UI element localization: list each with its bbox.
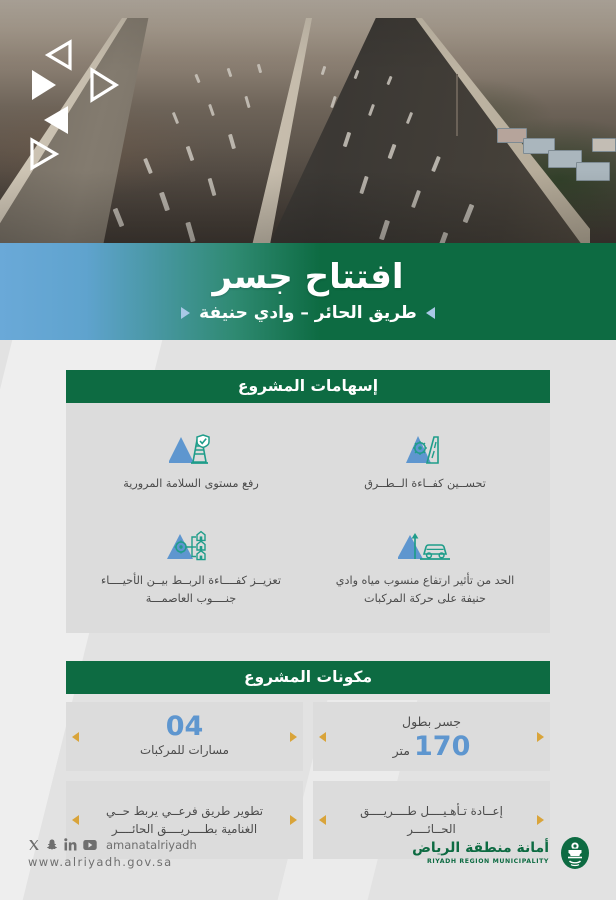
component-card-lanes	[66, 702, 303, 771]
marker-arrow-left-icon	[319, 732, 326, 742]
marker-arrow-right-icon	[290, 732, 297, 742]
card-unit: متر	[392, 743, 410, 759]
icon-container	[398, 520, 452, 564]
contribution-item-connectivity	[74, 514, 308, 617]
card-text: إعــادة تـأهـيــــل طــــريــــق الحــائــــر	[360, 803, 503, 837]
triangle-right-icon	[181, 307, 190, 319]
icon-container	[405, 423, 445, 467]
social-links-block	[28, 838, 197, 869]
content-area	[0, 370, 616, 859]
contribution-item-road-efficiency	[308, 417, 542, 502]
components-header: مكونات المشروع	[66, 661, 550, 694]
brand-name-english: RIYADH REGION MUNICIPALITY	[427, 858, 549, 866]
contribution-label: تحســين كفــاءة الــطــرق	[364, 477, 486, 490]
contributions-grid-row2	[74, 514, 542, 617]
water-level-vehicle-icon	[398, 528, 452, 564]
marker-arrow-left-icon	[72, 732, 79, 742]
brand-name-arabic: أمانة منطقة الرياض	[412, 839, 549, 856]
contributions-panel	[66, 403, 550, 633]
card-content	[140, 713, 229, 760]
traffic-cone-safety-icon	[169, 431, 213, 467]
contribution-label: تعزيــز كفــــاءة الربــط بيــن الأحيــــاء جنــــوب العاصمـــة	[101, 574, 281, 605]
contributions-grid-row1	[74, 417, 542, 502]
icon-container	[167, 520, 215, 564]
social-handle: amanatalriyadh	[106, 837, 197, 852]
triangle-arrow-decoration	[0, 0, 180, 200]
contribution-label: رفع مستوى السلامة المرورية	[123, 477, 259, 490]
social-icons-row	[28, 838, 197, 852]
road-efficiency-icon	[405, 431, 445, 467]
contribution-label: الحد من تأثير ارتفاع منسوب مياه وادي حنيفة على حركة المركبات	[335, 574, 515, 605]
card-value: 04	[165, 711, 204, 743]
riyadh-municipality-logo-icon	[558, 836, 592, 870]
title-banner	[0, 243, 616, 340]
triangle-left-icon	[426, 307, 435, 319]
card-content	[393, 712, 471, 761]
card-text: تطوير طريق فرعــي يربط حــي الغنامية بطــــريــــق الحائــــر	[105, 803, 264, 837]
network-connectivity-icon	[167, 528, 215, 564]
card-value: 170	[414, 731, 471, 763]
contribution-item-traffic-safety	[74, 417, 308, 502]
website-url[interactable]: www.alriyadh.gov.sa	[28, 854, 173, 869]
hero-image	[0, 0, 616, 243]
card-label-bottom: مسارات للمركبات	[140, 743, 229, 758]
brand-text-block	[412, 841, 549, 865]
card-label-top: جسر بطول	[401, 714, 462, 730]
marker-arrow-right-icon	[537, 732, 544, 742]
contributions-section	[66, 370, 550, 633]
icon-container	[169, 423, 213, 467]
page-subtitle: طريق الحائر – وادي حنيفة	[199, 302, 417, 323]
component-card-bridge-length	[313, 702, 550, 771]
subtitle-row	[181, 303, 435, 323]
footer	[0, 818, 616, 900]
contributions-header: إسهامات المشروع	[66, 370, 550, 403]
snapchat-icon[interactable]	[46, 838, 58, 851]
contribution-item-water-level	[308, 514, 542, 617]
page-title: افتتاح جسر	[212, 257, 404, 298]
x-twitter-icon[interactable]	[28, 839, 40, 851]
youtube-icon[interactable]	[83, 839, 97, 851]
card-number-row	[393, 733, 471, 761]
linkedin-icon[interactable]	[64, 838, 77, 851]
municipality-brand	[412, 836, 592, 870]
